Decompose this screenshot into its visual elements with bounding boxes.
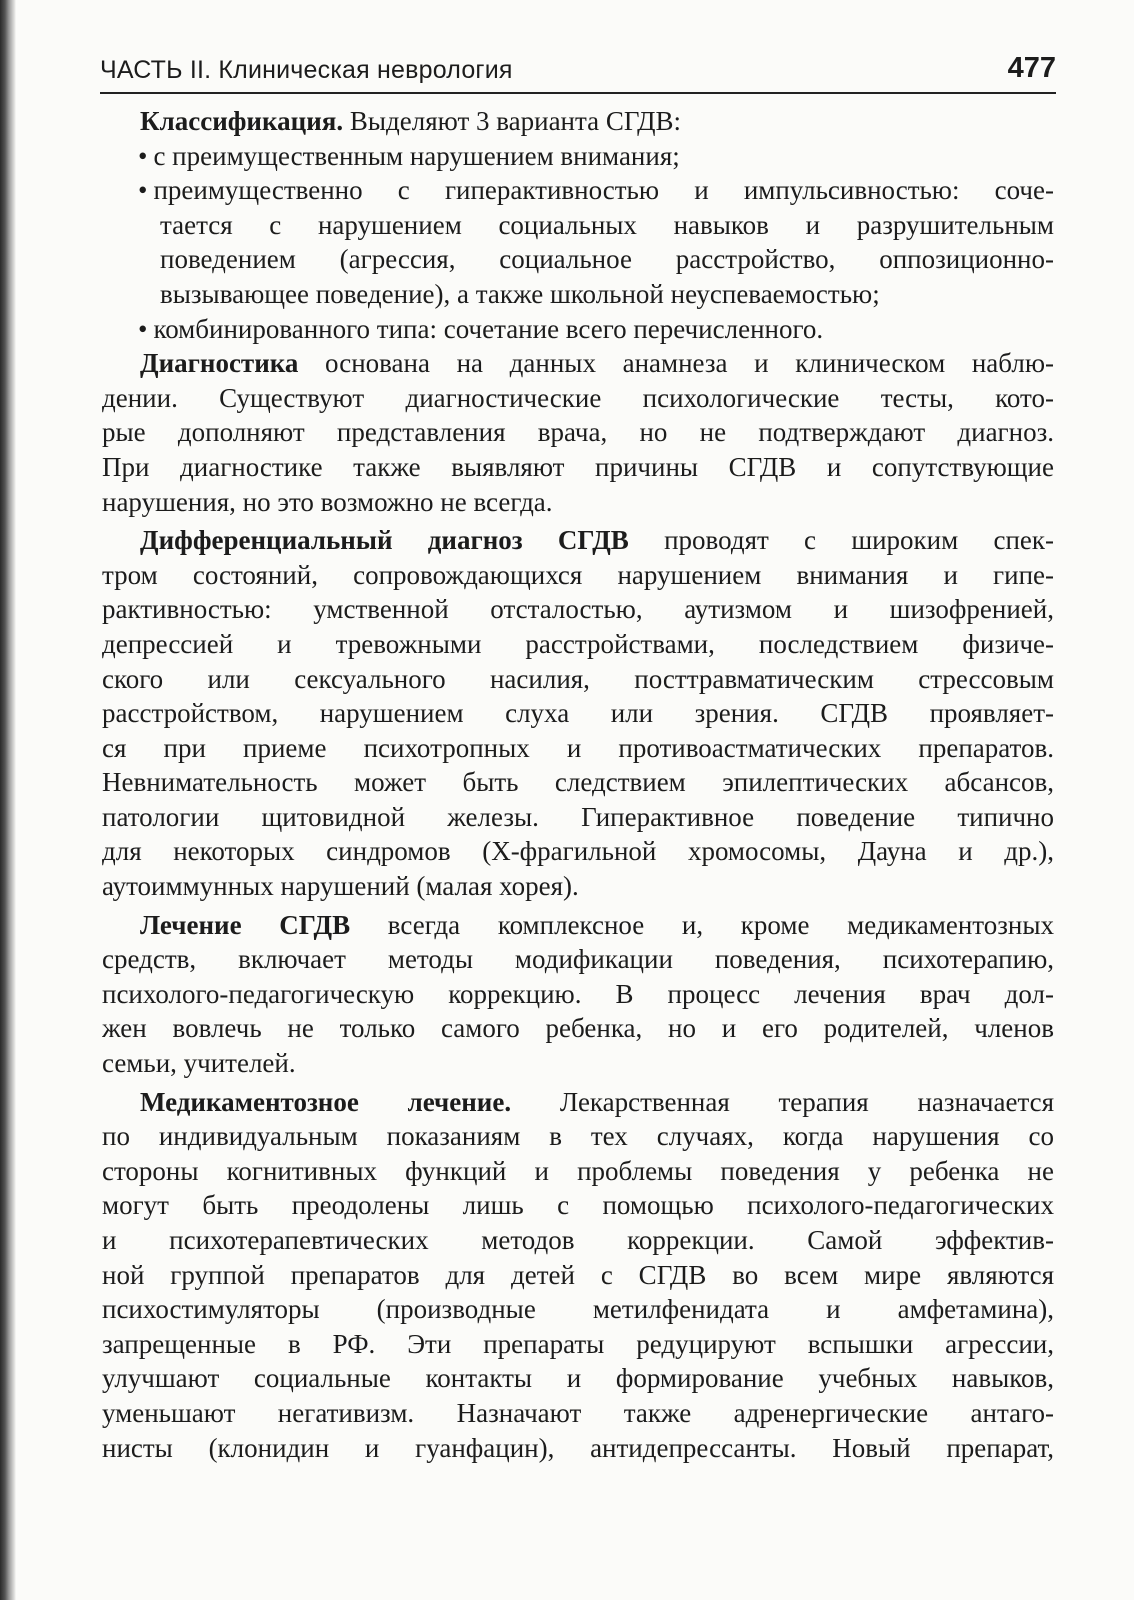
text-line: семьи, учителей.: [102, 1048, 296, 1079]
text-line: • преимущественно с гиперактивностью и импульсивностью: соче-: [138, 175, 1054, 206]
text-line: Невнимательность может быть следствием эпилептических абсансов,: [102, 767, 1054, 798]
text-line: и психотерапевтических методов коррекции. Самой эффектив-: [102, 1225, 1054, 1255]
text-line: ной группой препаратов для детей с СГДВ во всем мире являются: [102, 1259, 1054, 1290]
text-line: аутоиммунных нарушений (малая хорея).: [102, 871, 579, 902]
text-line: депрессией и тревожными расстройствами, последствием физиче-: [102, 628, 1054, 659]
body-text: [102, 104, 1054, 1465]
text-line: тается с нарушением социальных навыков и разрушительным: [160, 209, 1054, 240]
text-line: Диагностика основана на данных анамнеза и клиническом наблю-: [140, 348, 1054, 379]
text-line: уменьшают негативизм. Назначают также адренергические антаго-: [102, 1397, 1054, 1428]
text-line: средств, включает методы модификации поведения, психотерапию,: [102, 944, 1054, 975]
list-item: [102, 173, 1054, 311]
list-item: • с преимущественным нарушением внимания;: [138, 140, 680, 171]
section-lead: Дифференциальный диагноз СГДВ: [140, 525, 629, 556]
diagnostics-paragraph: [102, 346, 1054, 519]
running-header: [100, 54, 1056, 94]
text-line: нарушения, но это возможно не всегда.: [102, 486, 553, 517]
text-line: психолого-педагогическую коррекцию. В процесс лечения врач дол-: [102, 978, 1054, 1009]
medication-paragraph: [102, 1085, 1054, 1466]
section-lead: Классификация.: [140, 106, 344, 136]
list-item: • комбинированного типа: сочетание всего перечисленного.: [138, 313, 824, 344]
treatment-paragraph: [102, 908, 1054, 1081]
bullet-marker: •: [138, 313, 148, 344]
section-lead: Медикаментозное лечение.: [140, 1086, 512, 1117]
text-line: Классификация. Выделяют 3 варианта СГДВ:: [140, 106, 682, 136]
text-line: психостимуляторы (производные метилфенидата и амфетамина),: [102, 1294, 1054, 1325]
classification-list: [102, 139, 1054, 347]
text-line: стороны когнитивных функций и проблемы поведения у ребенка не: [102, 1155, 1054, 1186]
bullet-marker: •: [138, 140, 148, 171]
page-number: 477: [1007, 52, 1056, 84]
text-line: Лечение СГДВ всегда комплексное и, кроме медикаментозных: [140, 909, 1054, 940]
bullet-marker: •: [138, 175, 148, 206]
text-line: вызывающее поведение), а также школьной неуспеваемостью;: [160, 278, 880, 309]
text-line: нисты (клонидин и гуанфацин), антидепрессанты. Новый препарат,: [102, 1432, 1054, 1463]
text-line: дении. Существуют диагностические психологические тесты, кото-: [102, 382, 1054, 413]
text-line: запрещенные в РФ. Эти препараты редуцируют вспышки агрессии,: [102, 1328, 1054, 1359]
text-line: ского или сексуального насилия, посттравматическим стрессовым: [102, 663, 1054, 694]
page-binding-edge: [0, 0, 16, 1600]
text-line: При диагностике также выявляют причины СГДВ и сопутствующие: [102, 451, 1054, 482]
text-line: рактивностью: умственной отсталостью, аутизмом и шизофренией,: [102, 594, 1054, 625]
differential-diagnosis-paragraph: [102, 523, 1054, 904]
text-line: рые дополняют представления врача, но не подтверждают диагноз.: [102, 417, 1054, 448]
text-line: ся при приеме психотропных и противоастматических препаратов.: [102, 732, 1054, 763]
text-line: для некоторых синдромов (X-фрагильной хромосомы, Дауна и др.),: [102, 836, 1054, 867]
text-line: Медикаментозное лечение. Лекарственная терапия назначается: [140, 1086, 1054, 1117]
text-line: тром состояний, сопровождающихся нарушением внимания и гипе-: [102, 559, 1054, 590]
text-line: улучшают социальные контакты и формирование учебных навыков,: [102, 1363, 1054, 1394]
section-lead: Диагностика: [140, 348, 299, 379]
classification-section: [102, 104, 1054, 346]
text-line: по индивидуальным показаниям в тех случаях, когда нарушения со: [102, 1121, 1054, 1152]
text-line: могут быть преодолены лишь с помощью психолого-педагогических: [102, 1190, 1054, 1221]
chapter-title: ЧАСТЬ II. Клиническая неврология: [100, 56, 513, 84]
text-line: поведением (агрессия, социальное расстройство, оппозиционно-: [160, 244, 1054, 275]
section-lead: Лечение СГДВ: [140, 909, 351, 940]
text-line: патологии щитовидной железы. Гиперактивное поведение типично: [102, 801, 1054, 832]
text-line: Дифференциальный диагноз СГДВ проводят с широким спек-: [140, 525, 1054, 556]
text-line: расстройством, нарушением слуха или зрения. СГДВ проявляет-: [102, 698, 1054, 729]
text-line: жен вовлечь не только самого ребенка, но и его родителей, членов: [102, 1013, 1054, 1044]
